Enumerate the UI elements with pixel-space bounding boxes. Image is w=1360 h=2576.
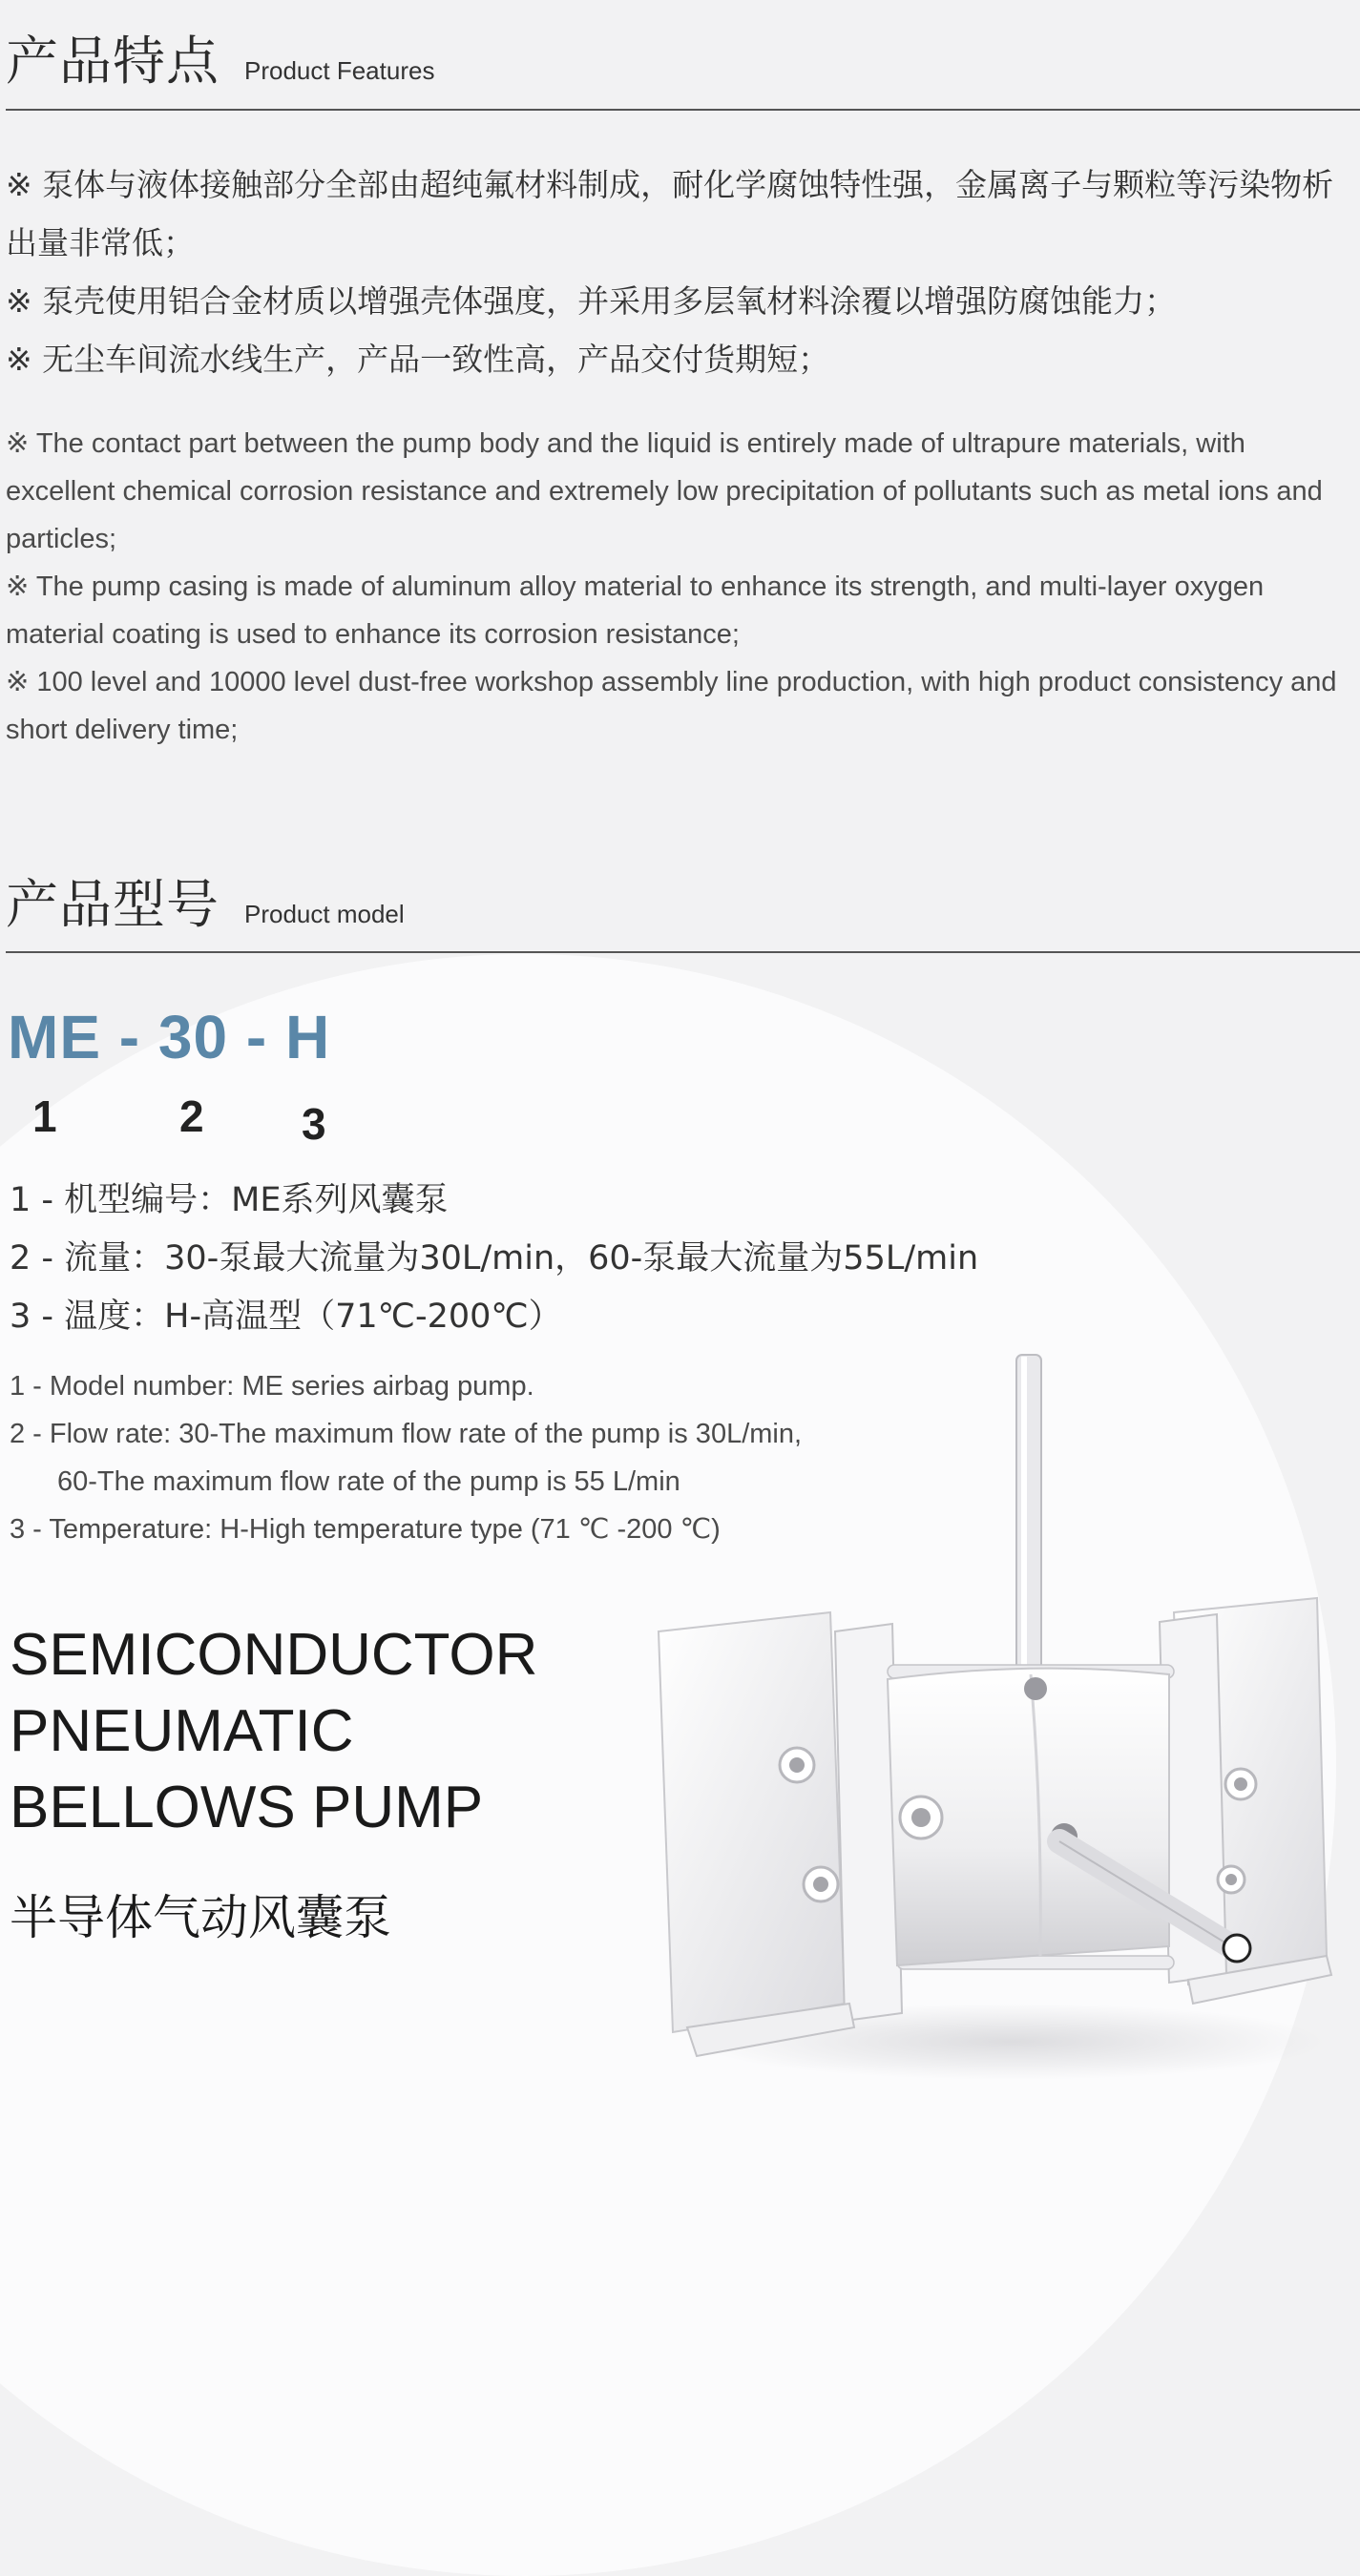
features-en-list [6,420,1356,754]
features-title-en: Product Features [244,56,435,85]
features-header [6,19,434,94]
features-title-cn: 产品特点 [6,31,220,92]
model-code: ME - 30 - H [8,1003,331,1071]
model-en-list [10,1362,802,1553]
model-title-en: Product model [244,900,405,928]
model-title-cn: 产品型号 [6,874,220,935]
model-en-item: 3 - Temperature: H-High temperature type (71 ℃ -200 ℃) [10,1514,721,1545]
product-title-cn: 半导体气动风囊泵 [10,1890,391,1945]
model-cn-list [10,1172,978,1346]
model-part-number-2: 2 [179,1091,204,1141]
product-title-line: SEMICONDUCTOR [10,1622,538,1688]
features-cn-item: ※ 无尘车间流水线生产，产品一致性高，产品交付货期短； [6,341,830,378]
product-title-en [10,1617,537,1846]
features-divider [6,109,1360,111]
features-en-item: ※ The pump casing is made of aluminum alloy material to enhance its strength, and multi-layer oxygen material coating is used to enhance its corrosion resistance; [6,571,1265,650]
model-en-item: 2 - Flow rate: 30-The maximum flow rate of the pump is 30L/min, [10,1419,803,1449]
features-en-item: ※ The contact part between the pump body and the liquid is entirely made of ultrapure materials, with excellent chemical corrosion resistance and extremely low precipitation of pollutants such as metal ions and particles; [6,428,1323,554]
model-part-number-3: 3 [302,1099,326,1149]
features-cn-item: ※ 泵壳使用铝合金材质以增强壳体强度，并采用多层氧材料涂覆以增强防腐蚀能力； [6,282,1177,320]
product-title-line: BELLOWS PUMP [10,1775,484,1840]
features-en-item: ※ 100 level and 10000 level dust-free workshop assembly line production, with high product consistency and short delivery time; [6,667,1337,745]
model-en-item: 1 - Model number: ME series airbag pump. [10,1371,534,1402]
model-en-item: 60-The maximum flow rate of the pump is 55 L/min [57,1466,680,1497]
features-cn-item: ※ 泵体与液体接触部分全部由超纯氟材料制成，耐化学腐蚀特性强，金属离子与颗粒等污染物析出量非常低； [6,166,1334,261]
model-part-number-1: 1 [32,1091,57,1141]
product-title-line: PNEUMATIC [10,1698,354,1764]
model-cn-item: 2 - 流量：30-泵最大流量为30L/min，60-泵最大流量为55L/min [10,1239,979,1278]
model-cn-item: 3 - 温度：H-高温型（71℃-200℃） [10,1298,562,1336]
model-header [6,862,405,938]
features-cn-list [6,156,1353,388]
model-cn-item: 1 - 机型编号：ME系列风囊泵 [10,1181,449,1219]
model-divider [6,951,1360,953]
